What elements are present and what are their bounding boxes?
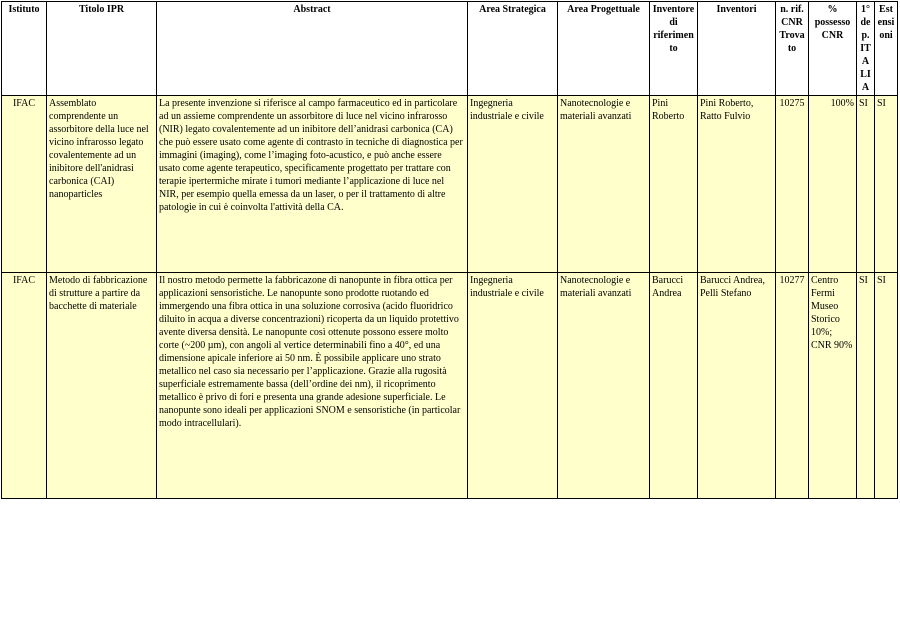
cell-possesso: 100% xyxy=(809,96,857,273)
header-row xyxy=(2,2,898,96)
header-titolo-ipr: Titolo IPR xyxy=(47,2,157,96)
cell-abstract: La presente invenzione si riferisce al campo farmaceutico ed in particolare ad un assieme comprendente un assorbitore di luce nel vicino infrarosso (NIR) legato covalentemente ad un inibitore dell’anidrasi carbonica (CA) che può essere usato come agente di contrasto in tecniche di diagnostica per immagini (imaging), come l’imaging foto-acustico, e può anche essere usato come agente terapeutico, specificamente progettato per trattare con terapie ipertermiche mirate i tumori mediante l’applicazione di luce nel NIR, per esempio quella emessa da un laser, o per il trattamento di altre patologie in cui è coinvolta l'attività della CA. xyxy=(157,96,468,273)
cell-inventore-riferimento: Pini Roberto xyxy=(650,96,698,273)
cell-estensioni: SI xyxy=(875,96,898,273)
cell-inventore-riferimento: Barucci Andrea xyxy=(650,273,698,499)
cell-titolo: Metodo di fabbricazione di strutture a partire da bacchette di materiale xyxy=(47,273,157,499)
cell-dep-italia: SI xyxy=(857,273,875,499)
cell-estensioni: SI xyxy=(875,273,898,499)
cell-istituto: IFAC xyxy=(2,96,47,273)
cell-inventori: Pini Roberto, Ratto Fulvio xyxy=(698,96,776,273)
header-n-rif-cnr: n. rif. CNR Trovato xyxy=(776,2,809,96)
cell-n-rif: 10275 xyxy=(776,96,809,273)
cell-n-rif: 10277 xyxy=(776,273,809,499)
table-row xyxy=(2,96,898,273)
header-possesso-cnr: % possesso CNR xyxy=(809,2,857,96)
header-abstract: Abstract xyxy=(157,2,468,96)
header-inventore-riferimento: Inventore di riferimento xyxy=(650,2,698,96)
table-row xyxy=(2,273,898,499)
header-inventori: Inventori xyxy=(698,2,776,96)
header-istituto: Istituto xyxy=(2,2,47,96)
cell-abstract: Il nostro metodo permette la fabbricazone di nanopunte in fibra ottica per applicazioni sensoristiche. Le nanopunte sono prodotte ruotando ed immergendo una fibra ottica in una soluzione corrosiva (acido fluoridrico diluito in acqua a diverse concentrazioni) ricoperta da un liquido protettivo avente diversa densità. Le nanopunte così ottenute possono essere molto corte (~200 µm), con angoli al vertice determinabili fino a 40°, ed una dimensione apicale inferiore ai 50 nm. È possibile applicare uno strato metallico nel caso sia necessario per l’applicazione. Grazie alla rugosità superficiale estremamente bassa (dell’ordine dei nm), il ricoprimento metallico è privo di fori e presenta una grande adesione superficiale. Le nanopunte sono ideali per applicazioni SNOM e sensoristiche (in particolar modo intracellulari). xyxy=(157,273,468,499)
cell-area-progettuale: Nanotecnologie e materiali avanzati xyxy=(558,96,650,273)
cell-possesso: Centro Fermi Museo Storico 10%; CNR 90% xyxy=(809,273,857,499)
cell-istituto: IFAC xyxy=(2,273,47,499)
cell-area-strategica: Ingegneria industriale e civile xyxy=(468,273,558,499)
header-dep-italia: 1° dep. ITALIA xyxy=(857,2,875,96)
cell-inventori: Barucci Andrea, Pelli Stefano xyxy=(698,273,776,499)
cell-area-progettuale: Nanotecnologie e materiali avanzati xyxy=(558,273,650,499)
cell-area-strategica: Ingegneria industriale e civile xyxy=(468,96,558,273)
header-area-strategica: Area Strategica xyxy=(468,2,558,96)
cell-titolo: Assemblato comprendente un assorbitore della luce nel vicino infrarosso legato covalentemente ad un inibitore dell'anidrasi carbonica (CAI) nanoparticles xyxy=(47,96,157,273)
header-estensioni: Estensioni xyxy=(875,2,898,96)
ipr-table xyxy=(1,1,898,499)
cell-dep-italia: SI xyxy=(857,96,875,273)
header-area-progettuale: Area Progettuale xyxy=(558,2,650,96)
